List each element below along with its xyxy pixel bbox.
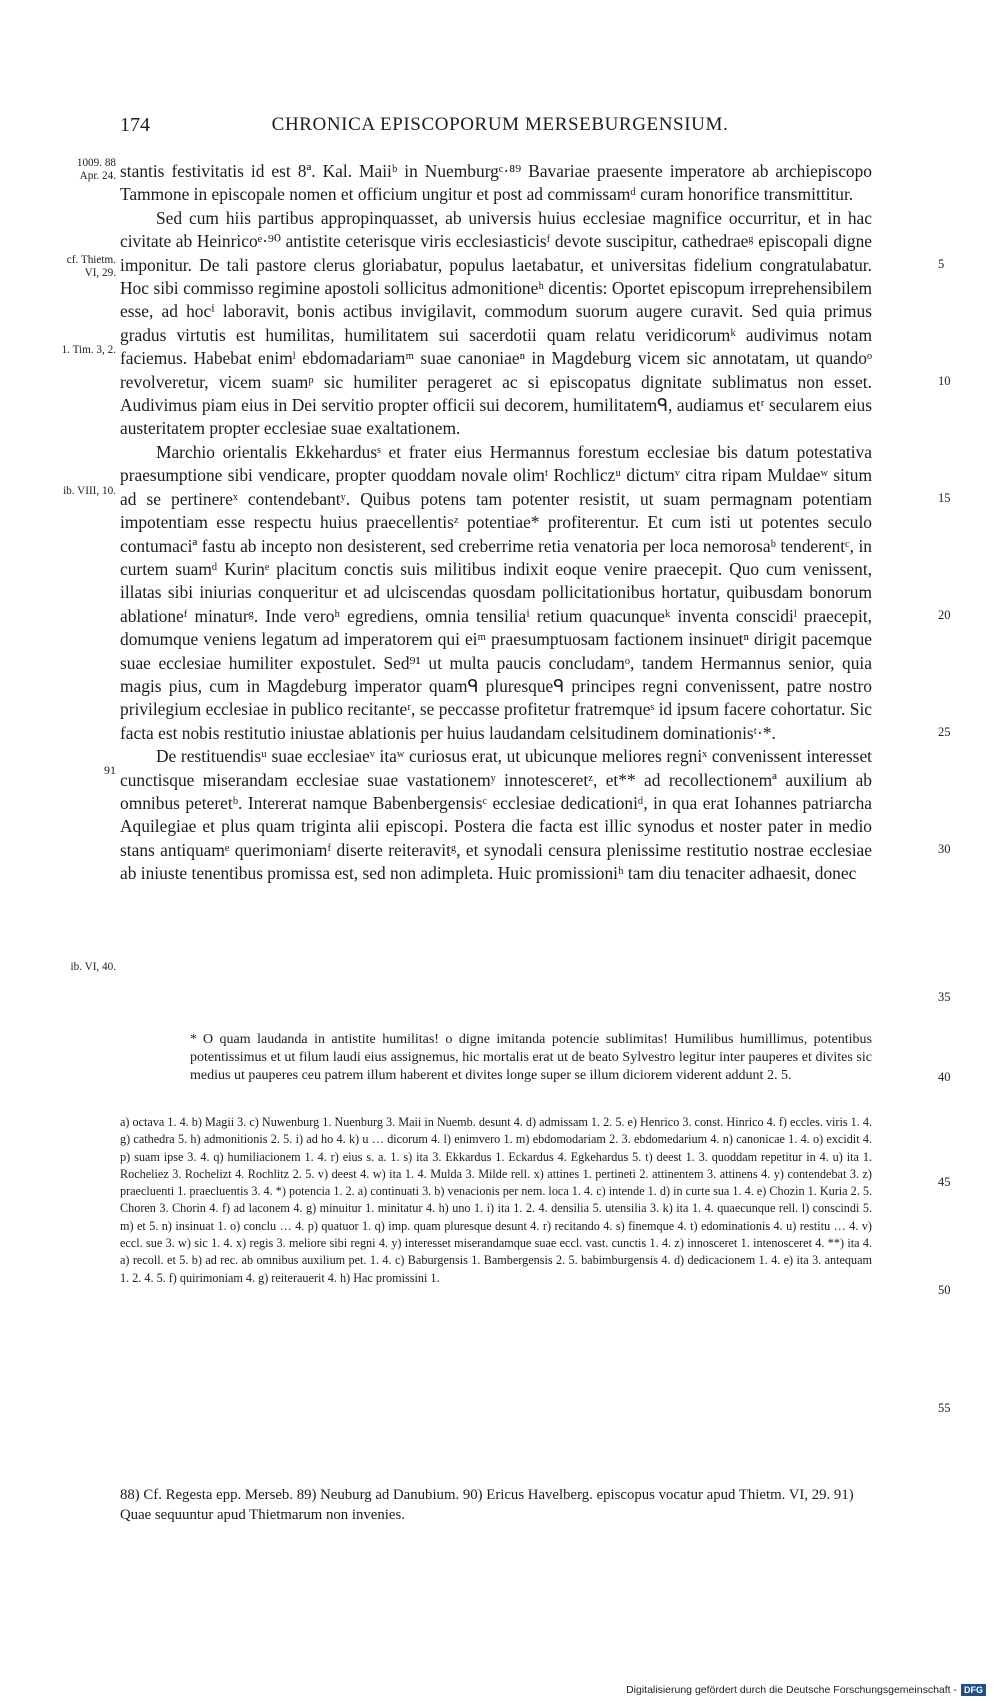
paragraph: De restituendisᵘ suae ecclesiaeᵛ itaʷ curiosus erat, ut ubicunque meliores regniˣ convenissent interesset cunctisque miserandam ecclesiae suae vastationemʸ innotesceretᶻ, et** ad recollectionemª auxilium ab omnibus peteretᵇ. Intererat namque Babenbergensisᶜ ecclesiae dedicationiᵈ, in qua erat Iohannes patriarcha Aquilegiae et plus quam triginta alii episcopi. Postera die facta est illic synodus et noster pater in medio stans antiquamᵉ querimoniamᶠ diserte reiteravitᵍ, et synodali censura plenissime restitutio nostrae ecclesiae ab iniuste tenentibus promissa est, sed non adimpleta. Huic promissioniʰ tam diu tenaciter adhaesit, donec	[120, 746, 872, 884]
line-number: 15	[938, 491, 951, 505]
page-number: 174	[120, 114, 150, 136]
line-number: 45	[938, 1175, 951, 1189]
note-star: *	[190, 1032, 197, 1047]
margin-note: 1009. 88 Apr. 24.	[76, 157, 116, 182]
line-number: 30	[938, 842, 951, 856]
critical-apparatus: a) octava 1. 4. b) Magii 3. c) Nuwenburg 1. Nuenburg 3. Maii in Nuemb. desunt 4. d) admissam 1. 2. 5. e) Henrico 3. const. Hinrico 4. f) eccles. viris 1. 4. g) cathedra 5. h) admonitionis 2. 5. i) ad ho 4. k) u … dicorum 4. l) enimvero 1. m) ebdomodariam 2. 3. ebdomedarium 4. n) canonicae 1. 4. o) excidit 4. p) suam ipse 3. 4. q) humiliacionem 1. 4. r) eius s. a. 1. s) ita 3. Ekkardus 1. Eckardus 4. Egkehardus 5. t) deest 1. 3. quoddam repetitur in 4. u) ita 1. Rocheliez 3. Rochelizt 4. Rochlitz 2. 5. v) deest 4. w) ita 1. 4. Mulda 3. Milde rell. x) attines 1. pertineti 2. attinentem 3. attinens 4. y) contendebat 3. z) praecluenti 1. praecluentis 3. 4. *) potencia 1. 2. a) continuati 3. b) venacionis per nem. loca 1. 4. c) intende 1. d) in curte sua 1. 4. e) Chozin 1. Kuria 2. 5. Choren 3. Chorin 4. f) ad laconem 4. g) minuitur 1. minitatur 4. h) uno 1. i) ita 1. 2. 4. densilia 5. utensilia 3. k) ita 1. 4. quaecunque rell. l) conscindi 5. m) et 5. n) insinuat 1. o) conclu … 4. p) quatuor 1. q) imp. quam pluresque desunt 4. r) recitando 4. s) finemque 4. t) edominationis 4. u) restitu … 4. v) eccl. sue 3. w) sic 1. 4. x) regis 3. meliore sibi regni 4. y) interesset miserandamque suae eccl. vast. cunctis 1. 4. z) innosceret 1. intenosceret 4. **) ita 4. a) recoll. et 5. b) ad rec. ab omnibus auxilium pet. 1. 4. c) Baburgensis 1. Bambergensis 2. 5. babimburgensis 4. d) dedicacionem 1. 4. e) ita 3. antequam 1. 2. 4. 5. f) quirimoniam 4. g) reiterauerit 4. h) Hac promissini 1.	[120, 1115, 872, 1285]
paragraph: Sed cum hiis partibus appropinquasset, ab universis huius ecclesiae magnifice occurritur, et in hac civitate ab Heinricoᵉ·⁹⁰ antistite ceterisque viris ecclesiasticisᶠ devote suscipitur, cathedraeᵍ episcopali digne imponitur. De tali pastore clerus gloriabatur, populus laetabatur, et universitas fidelium congratulabatur. Hoc sibi commisso regimine apostoli sollicitus admonitioneʰ dicentis: Oportet episcopum irreprehensibilem esse, ad hocⁱ laboravit, bonis actibus invigilavit, commodum suorum augere curavit. Sed quia primus gradus virtutis est humilitas, humilitatem sui sacerdotii quam relatu veridicorumᵏ audivimus notam faciemus. Habebat enimˡ ebdomadariamᵐ suae canoniaeⁿ in Magdeburg vicem sic annotatam, ut quandoᵒ revolveretur, vicem suamᵖ sic humiliter perageret ac si episcopatus dignitate sublimatus non esset. Audivimus piam eius in Dei servitio propter officii sui decorem, humilitatemᑫ, audiamus etʳ secularem eius austeritatem propter ecclesiae suae exaltationem.	[120, 207, 872, 439]
margin-note: 91	[104, 763, 116, 777]
running-title: CHRONICA EPISCOPORUM MERSEBURGENSIUM.	[271, 114, 729, 135]
margin-note: ib. VIII, 10.	[63, 485, 116, 497]
main-text	[120, 160, 872, 886]
margin-note: 1. Tim. 3, 2.	[61, 344, 116, 356]
line-number: 10	[938, 374, 951, 388]
line-number: 55	[938, 1401, 951, 1415]
page-header	[120, 114, 880, 144]
footer-text: Digitalisierung gefördert durch die Deutsche Forschungsgemeinschaft -	[626, 1684, 957, 1696]
footnotes: 88) Cf. Regesta epp. Merseb. 89) Neuburg ad Danubium. 90) Ericus Havelberg. episcopus vocatur apud Thietm. VI, 29. 91) Quae sequuntur apud Thietmarum non invenies.	[120, 1487, 854, 1523]
line-number: 20	[938, 608, 951, 622]
line-number: 40	[938, 1070, 951, 1084]
paragraph: stantis festivitatis id est 8ª. Kal. Maiiᵇ in Nuemburgᶜ·⁸⁹ Bavariae praesente imperatore ab archiepiscopo Tammone in episcopale nomen et officium ungitur et post ad commissamᵈ curam honorifice transmittitur.	[120, 161, 872, 205]
margin-note: ib. VI, 40.	[70, 961, 116, 973]
margin-note: cf. Thietm. VI, 29.	[66, 254, 116, 279]
paragraph: Marchio orientalis Ekkehardusˢ et frater eius Hermannus forestum ecclesiae bis datum potestativa praesumptione sibi vendicare, propter quoddam novale olimᵗ Rochliczᵘ dictumᵛ citra ripam Muldaeʷ situm ad se pertinereˣ contendebantʸ. Quibus potens tam potenter resistit, ut suam permagnam potentiam impotentiam esse respectu huius praecellentisᶻ potentiae* profiterentur. Et cum isti ut potentes seculo contumaciª fastu ab incepto non desisterent, sed creberrime retia venatoria per loca nemorosaᵇ tenderentᶜ, in curtem suamᵈ Kurinᵉ placitum conctis suis militibus indixit eoque venire praecepit. Quo cum venissent, illatas sibi iniurias conqueritur et ad ulciscendas quosdam pollicitationibus hortatur, quibusdam bonorum ablationeᶠ minaturᵍ. Inde veroʰ egrediens, omnia tensiliaⁱ retium quacunqueᵏ inventa conscidiˡ praecepit, domumque veniens legatum ad imperatorem qui eiᵐ praesumptuosam factionem insinuetⁿ dirigit pacemque suae ecclesiae humiliter expostulet. Sed⁹¹ ut multa paucis concludamᵒ, tandem Hermannus senior, quia magis pius, cum in Magdeburg imperator quamᑫ pluresqueᑫ principes regni convenissent, patre nostro privilegium ecclesiae in publico recitanteʳ, se peccasse profitetur fratremqueˢ id ipsum facere cohortatur. Sic facta est nobis restitutio iniustae ablationis per huius laudandam celsitudinem dominationisᵗ·*.	[120, 441, 872, 743]
line-number: 35	[938, 990, 951, 1004]
line-number: 50	[938, 1283, 951, 1297]
line-number: 5	[938, 257, 945, 271]
digitization-footer	[626, 1684, 986, 1696]
dfg-logo: DFG	[961, 1684, 986, 1696]
line-number: 25	[938, 725, 951, 739]
note-text: O quam laudanda in antistite humilitas! o digne imitanda potencie sublimitas! Humilibus humillimus, potentibus potentissimus et ut filum laudi eius assignemus, hic mortalis erat ut de beato Sylvestro legitur inter pauperes et divites sic medius ut pauperes ceu patrem illum haberent et divites longe super se illum diciorem viderent addunt 2. 5.	[190, 1032, 872, 1084]
variant-note	[190, 1031, 872, 1086]
